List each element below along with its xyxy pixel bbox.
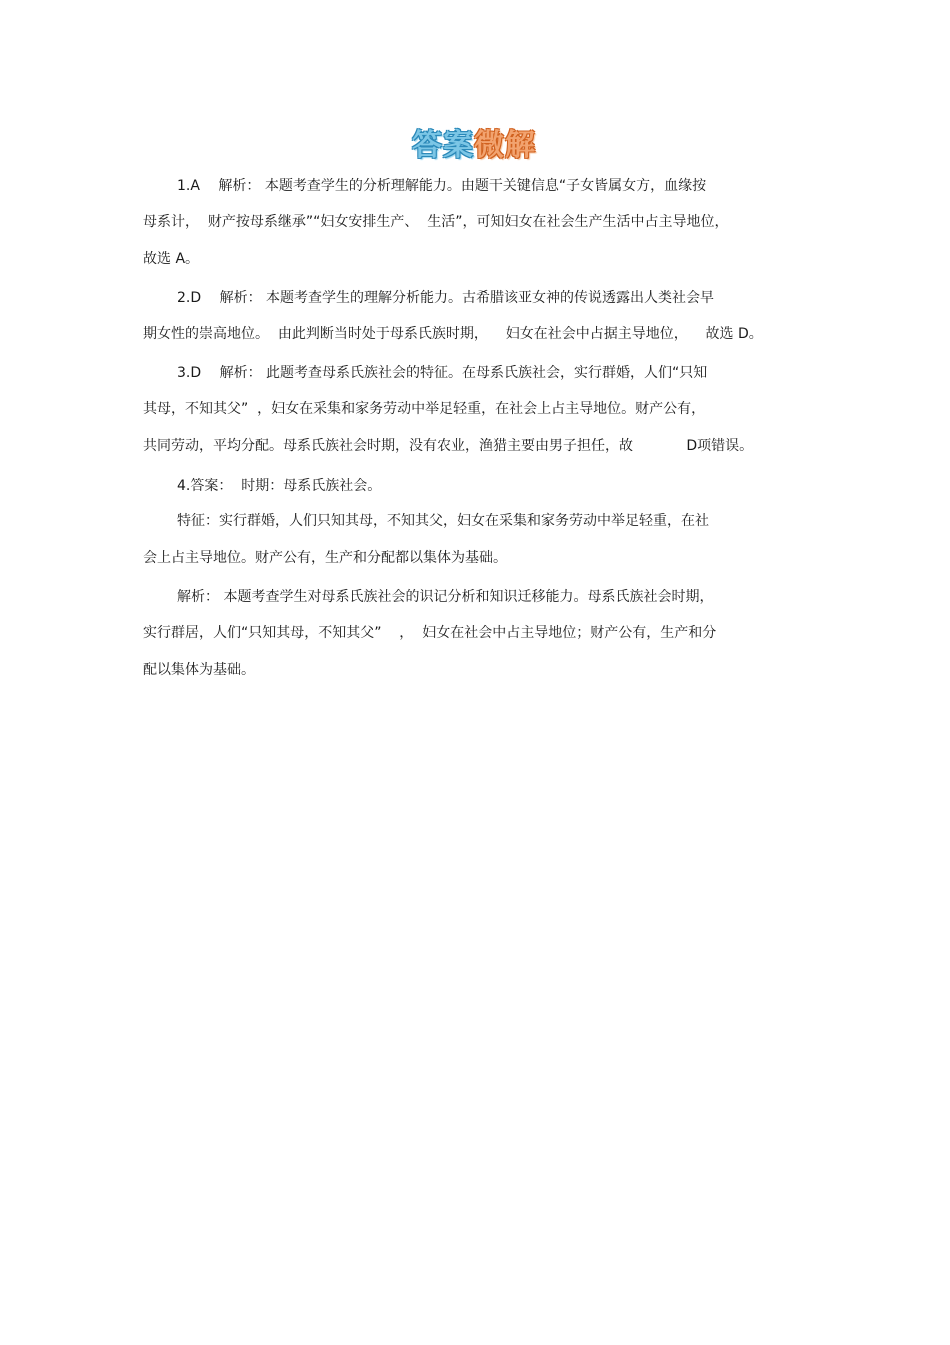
answer-2-line-2: 期女性的崇高地位。 由此判断当时处于母系氏族时期， 妇女在社会中占据主导地位， 故选 D。 bbox=[143, 326, 763, 342]
banner-title bbox=[412, 120, 536, 164]
answer-3-line-1: 3.D 解析： 此题考查母系氏族社会的特征。在母系氏族社会，实行群婚，人们“只知 bbox=[177, 365, 708, 381]
analysis-line-2: 实行群居，人们“只知其母，不知其父” ， 妇女在社会中占主导地位；财产公有，生产和分 bbox=[143, 625, 717, 641]
banner-char-2: 案 bbox=[443, 128, 474, 163]
answer-1-line-3: 故选 A。 bbox=[143, 251, 200, 267]
banner-char-3: 微 bbox=[474, 128, 505, 163]
answer-1-line-1: 1.A 解析： 本题考查学生的分析理解能力。由题干关键信息“子女皆属女方，血缘按 bbox=[177, 178, 707, 194]
answer-3-line-3: 共同劳动，平均分配。母系氏族社会时期，没有农业，渔猎主要由男子担任，故 D项错误。 bbox=[143, 438, 754, 454]
analysis-line-3: 配以集体为基础。 bbox=[143, 662, 255, 678]
answer-explanation-banner bbox=[404, 124, 544, 163]
answer-1-line-2: 母系计， 财产按母系继承”“妇女安排生产、 生活”，可知妇女在社会生产生活中占主导地位， bbox=[143, 214, 729, 230]
banner-char-4: 解 bbox=[505, 128, 536, 163]
answer-3-line-2: 其母，不知其父” ，妇女在采集和家务劳动中举足轻重，在社会上占主导地位。财产公有， bbox=[143, 401, 706, 417]
features-line-2: 会上占主导地位。财产公有，生产和分配都以集体为基础。 bbox=[143, 550, 507, 566]
answer-4-line-1: 4.答案： 时期：母系氏族社会。 bbox=[177, 478, 382, 494]
answer-2-line-1: 2.D 解析： 本题考查学生的理解分析能力。古希腊该亚女神的传说透露出人类社会早 bbox=[177, 290, 715, 306]
features-line-1: 特征：实行群婚，人们只知其母，不知其父，妇女在采集和家务劳动中举足轻重，在社 bbox=[177, 513, 709, 529]
analysis-line-1: 解析： 本题考查学生对母系氏族社会的识记分析和知识迁移能力。母系氏族社会时期， bbox=[177, 589, 714, 605]
banner-char-1: 答 bbox=[412, 128, 443, 163]
